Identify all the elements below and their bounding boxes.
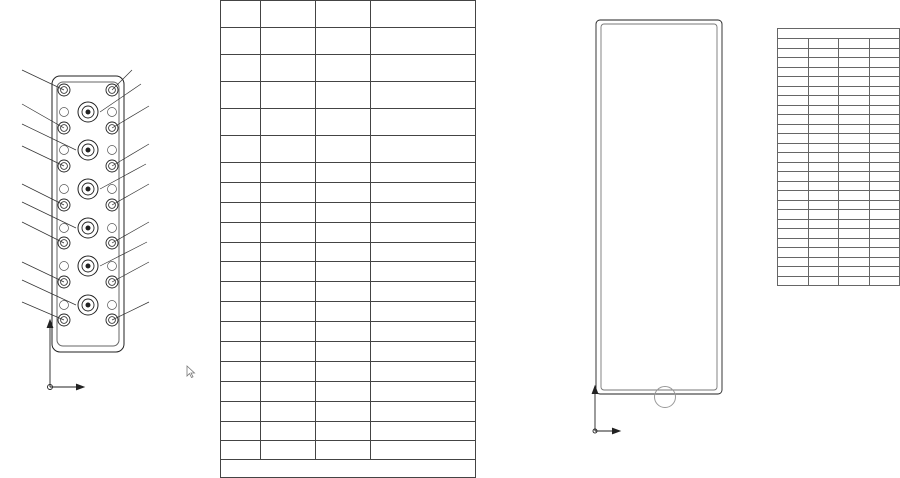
x-dim [261,82,316,109]
table-row [778,77,900,87]
table-row [778,200,900,210]
table-row [778,58,900,68]
table-row [221,262,476,282]
x-dim [261,361,316,381]
table-row [778,267,900,277]
table-cell [839,115,870,125]
table-cell [808,134,839,144]
hole-table-main [220,0,476,478]
leader-line [112,222,149,243]
table-row [221,342,476,362]
table-cell [839,238,870,248]
table-cell [808,153,839,163]
x-dim [261,55,316,82]
table-cell [778,124,809,134]
table-cell [839,257,870,267]
column-header [839,39,870,49]
leader-line [22,222,64,243]
table-cell [839,134,870,144]
table-cell [869,238,900,248]
y-dim [316,136,371,163]
description [371,202,476,222]
table-cell [808,86,839,96]
description [371,182,476,202]
y-dim [316,222,371,242]
table-cell [778,162,809,172]
y-dim [316,302,371,322]
table-cell [808,238,839,248]
hole-id [221,55,261,82]
hole-table-small [777,28,900,286]
table-cell [869,200,900,210]
table-row [221,381,476,401]
x-dim [261,282,316,302]
column-header [261,441,316,460]
table-row [778,229,900,239]
leader-line [112,262,149,282]
leader-line [22,262,64,282]
table-cell [839,162,870,172]
table-row [221,1,476,28]
table-cell [778,86,809,96]
table-cell [808,172,839,182]
table-row [221,302,476,322]
y-dim [316,182,371,202]
table-row [778,162,900,172]
x-dim [261,163,316,183]
table-cell [808,96,839,106]
hole-id [221,82,261,109]
left-part-drawing [0,0,215,438]
y-dim [316,381,371,401]
x-dim [261,342,316,362]
table-row [778,219,900,229]
watermark [654,388,680,410]
x-dim [261,222,316,242]
description [371,262,476,282]
y-dim [316,342,371,362]
counterbore-hole [60,218,117,238]
table-cell [808,229,839,239]
table-cell [808,210,839,220]
tapped-hole [58,122,70,134]
table-cell [778,48,809,58]
y-dim [316,361,371,381]
description [371,302,476,322]
counterbore-hole [60,179,117,199]
y-dim [316,55,371,82]
counterbore-hole [60,256,117,276]
table-cell [808,58,839,68]
x-dim [261,109,316,136]
leader-line [22,280,76,305]
hole-id [221,182,261,202]
table-cell [839,124,870,134]
table-cell [778,181,809,191]
table-row [221,322,476,342]
table-cell [778,219,809,229]
tapped-hole [58,276,70,288]
table-cell [808,257,839,267]
hole-id [221,222,261,242]
table-row [221,55,476,82]
table-cell [839,48,870,58]
table-row [221,82,476,109]
table-cell [839,267,870,277]
table-cell [808,248,839,258]
table-cell [839,248,870,258]
leader-line [22,302,64,320]
table-row [221,202,476,222]
table-title [778,29,900,39]
column-header [221,441,261,460]
x-dim [261,381,316,401]
table-cell [869,181,900,191]
table-cell [778,134,809,144]
hole-id [221,342,261,362]
table-row [778,143,900,153]
table-cell [869,77,900,87]
column-header [808,39,839,49]
table-cell [808,105,839,115]
y-dim [316,1,371,28]
table-cell [778,238,809,248]
table-cell [778,96,809,106]
table-row [221,182,476,202]
table-cell [808,181,839,191]
hole-id [221,109,261,136]
table-row [778,153,900,163]
table-cell [808,276,839,286]
table-cell [869,96,900,106]
leader-line [112,70,132,90]
table-cell [869,86,900,96]
counterbore-hole [60,102,117,122]
table-cell [808,67,839,77]
column-header [869,39,900,49]
table-cell [778,200,809,210]
hole-id [221,322,261,342]
description [371,163,476,183]
y-dim [316,28,371,55]
x-dim [261,262,316,282]
y-dim [316,82,371,109]
x-dim [261,242,316,262]
table-row [221,109,476,136]
table-cell [778,229,809,239]
y-dim [316,202,371,222]
x-dim [261,182,316,202]
counterbore-hole [60,295,117,315]
leader-line [22,124,76,150]
hole-id [221,1,261,28]
description [371,282,476,302]
table-cell [839,105,870,115]
table-row [778,181,900,191]
description [371,222,476,242]
tapped-hole [58,84,70,96]
counterbore-hole [60,140,117,160]
table-cell [869,67,900,77]
leader-line [112,106,149,128]
description [371,109,476,136]
y-dim [316,282,371,302]
table-cell [869,105,900,115]
table-cell [778,67,809,77]
table-row [778,191,900,201]
table-cell [839,143,870,153]
table-header-row [221,441,476,460]
table-cell [839,58,870,68]
leader-line [22,104,64,128]
table-cell [839,219,870,229]
hole-id [221,401,261,421]
x-dim [261,401,316,421]
table-row [778,48,900,58]
table-cell [869,153,900,163]
description [371,381,476,401]
table-cell [778,257,809,267]
description [371,361,476,381]
table-cell [869,229,900,239]
table-cell [869,115,900,125]
leader-line [112,144,149,166]
table-cell [778,153,809,163]
description [371,1,476,28]
table-row [778,86,900,96]
table-row [778,257,900,267]
hole-id [221,361,261,381]
table-cell [869,257,900,267]
column-header [778,39,809,49]
table-row [778,124,900,134]
table-cell [839,77,870,87]
table-title [221,460,476,478]
table-cell [778,143,809,153]
table-cell [869,48,900,58]
column-header [371,441,476,460]
wechat-logo-icon [654,386,676,408]
y-dim [316,322,371,342]
table-cell [778,58,809,68]
y-dim [316,163,371,183]
table-row [221,136,476,163]
table-cell [778,191,809,201]
leader-line [22,146,64,166]
table-cell [839,96,870,106]
table-row [221,163,476,183]
table-cell [839,86,870,96]
hole-id [221,163,261,183]
table-cell [869,143,900,153]
description [371,342,476,362]
y-dim [316,109,371,136]
description [371,55,476,82]
hole-id [221,242,261,262]
table-cell [839,67,870,77]
table-cell [778,210,809,220]
table-row [221,401,476,421]
table-cell [778,276,809,286]
table-row [778,238,900,248]
table-row [778,210,900,220]
table-cell [778,267,809,277]
table-cell [808,191,839,201]
table-cell [869,191,900,201]
hole-id [221,28,261,55]
table-row [778,96,900,106]
hole-id [221,262,261,282]
column-header [316,441,371,460]
hole-id [221,381,261,401]
x-dim [261,302,316,322]
table-cell [839,210,870,220]
table-title-row [778,29,900,39]
table-cell [808,77,839,87]
table-cell [808,219,839,229]
table-row [778,248,900,258]
leader-line [22,184,64,205]
table-cell [839,200,870,210]
table-cell [869,210,900,220]
table-row [778,134,900,144]
table-row [221,28,476,55]
table-cell [839,276,870,286]
hole-id [221,202,261,222]
y-dim [316,242,371,262]
x-dim [261,202,316,222]
table-cell [808,143,839,153]
table-row [778,115,900,125]
table-title-row [221,460,476,478]
leader-line [22,70,64,90]
table-cell [839,229,870,239]
leader-line [100,164,146,189]
tapped-hole [58,160,70,172]
table-header-row [778,39,900,49]
y-dim [316,401,371,421]
table-cell [869,248,900,258]
description [371,322,476,342]
x-dim [261,136,316,163]
table-cell [808,267,839,277]
description [371,401,476,421]
table-cell [869,219,900,229]
leader-line [112,184,149,205]
table-cell [839,191,870,201]
table-row [778,276,900,286]
table-cell [869,124,900,134]
table-cell [778,248,809,258]
table-cell [778,115,809,125]
table-row [221,282,476,302]
right-part-drawing [560,0,775,438]
description [371,242,476,262]
table-cell [869,58,900,68]
hole-id [221,136,261,163]
leader-line [22,202,76,228]
table-row [221,222,476,242]
table-cell [778,172,809,182]
table-cell [808,200,839,210]
y-dim [316,262,371,282]
table-row [221,242,476,262]
description [371,136,476,163]
table-row [778,105,900,115]
table-cell [778,77,809,87]
table-cell [808,48,839,58]
x-dim [261,1,316,28]
table-cell [808,162,839,172]
table-row [778,172,900,182]
x-dim [261,28,316,55]
mouse-cursor-icon [186,365,196,379]
table-cell [869,134,900,144]
table-cell [869,267,900,277]
description [371,82,476,109]
table-cell [839,153,870,163]
table-cell [869,276,900,286]
table-row [221,361,476,381]
leader-line [112,302,149,320]
table-cell [778,105,809,115]
table-cell [808,115,839,125]
hole-id [221,302,261,322]
description [371,28,476,55]
table-cell [869,172,900,182]
hole-id [221,282,261,302]
table-cell [808,124,839,134]
table-cell [839,181,870,191]
table-row [778,67,900,77]
table-cell [839,172,870,182]
table-cell [869,162,900,172]
x-dim [261,322,316,342]
